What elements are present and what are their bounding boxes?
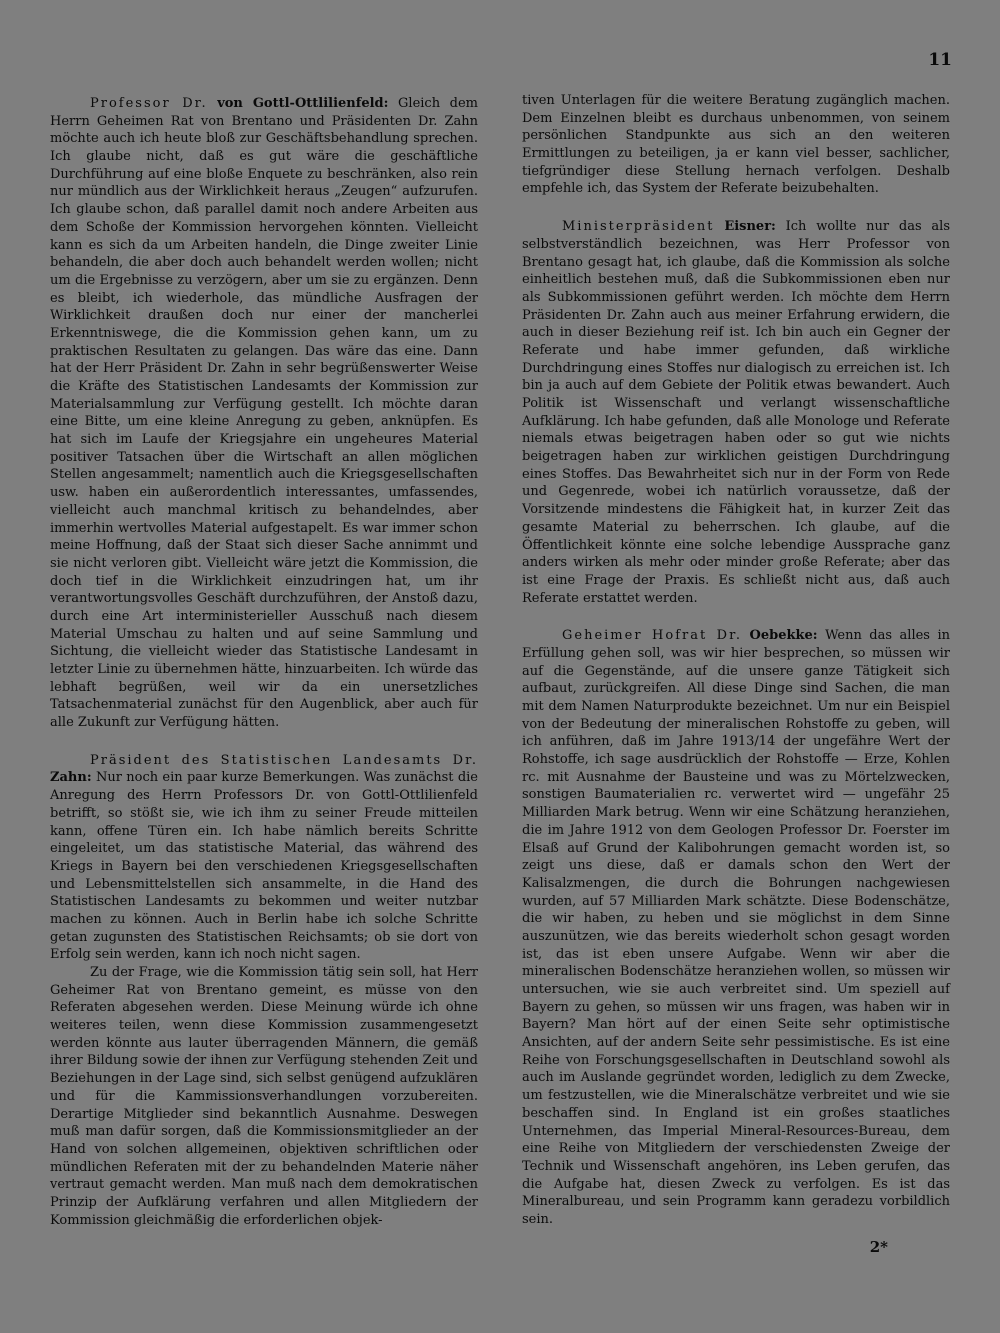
speaker-name: Zahn: <box>50 770 92 786</box>
speaker-name: von Gottl-Ottlilienfeld: <box>217 96 389 111</box>
statement-text: tiven Unterlagen für die weitere Beratung zugänglich machen. Dem Einzelnen bleibt es durchaus unbenommen, von seinem persönlichen Standpunkte aus sich an den weiteren Ermittlungen zu beteiligen, ja er kann viel besser, sachlicher, tiefgründiger diese Stellung hernach verfolgen. Deshalb empfehle ich, das System der Referate beizubehalten. <box>522 93 950 197</box>
speaker-name: Oebekke: <box>749 628 818 644</box>
statement-text: Nur noch ein paar kurze Bemerkungen. Was zunächst die Anregung des Herrn Professors Dr. von Gottl-Ottlilienfeld betrifft, so stößt sie, wie ich ihm zu seiner Freude mitteilen kann, offene Türen ein. Ich habe nämlich bereits Schritte eingeleitet, um das statistische Material, das während des Kriegs in Bayern bei den verschiedenen Kriegsgesellschaften und Lebensmittelstellen sich ansammelte, in die Hand des Statistischen Landesamts zu bekommen und weiter nutzbar machen zu können. Auch in Berlin habe ich solche Schritte getan zugunsten des Statistischen Reichsamts; ob sie dort von Erfolg sein werden, kann ich noch nicht sagen. <box>50 770 478 963</box>
statement-text: Ich wollte nur das als selbstverständlich bezeichnen, was Herr Professor von Brentano gesagt hat, ich glaube, daß die Kommission als solche einheitlich bestehen muß, daß die Subkommissionen eben nur als Subkommissionen geführt werden. Ich möchte dem Herrn Präsidenten Dr. Zahn auch aus meiner Erfahrung erwidern, die auch in dieser Beziehung reif ist. Ich bin auch ein Gegner der Referate und habe immer gefunden, daß wirkliche Durchdringung eines Stoffes nur dialogisch zu erreichen ist. Ich bin ja auch auf dem Gebiete der Politik etwas bewandert. Auch Politik ist Wissenschaft und verlangt wissenschaftliche Aufklärung. Ich habe gefunden, daß alle Monologe und Referate niemals etwas beigetragen haben oder so gut wie nichts beigetragen haben zur wirklichen geistigen Durchdringung eines Stoffes. Das Bewahrheitet sich nur in der Form von Rede und Gegenrede, wobei ich natürlich voraussetze, daß der Vorsitzende mindestens die Fähigkeit hat, in kurzer Zeit das gesamte Material zu beherrschen. Ich glaube, auf die Öffentlichkeit könnte eine solche lebendige Aussprache ganz anders wirken als mehr oder minder große Referate; aber das ist eine Frage der Praxis. Es schließt nicht aus, daß auch Referate erstattet werden. <box>522 219 950 606</box>
statement-zahn-conclusion <box>522 92 950 198</box>
statement-text: Wenn das alles in Erfüllung gehen soll, was wir hier besprechen, so müssen wir auf die Gegenstände, auf die unsere ganze Tätigkeit sich aufbaut, zurückgreifen. All diese Dinge sind Sachen, die man mit dem Namen Naturprodukte bezeichnet. Um nur ein Beispiel von der Bedeutung der mineralischen Rohstoffe zu geben, will ich anführen, daß im Jahre 1913/14 der ungefähre Wert der Rohstoffe, ich sage ausdrücklich der Rohstoffe — Erze, Kohlen rc. mit Ausnahme der Bausteine und was zu Mörtelzwecken, sonstigen Baumaterialien rc. verwertet wird — ungefähr 25 Milliarden Mark betrug. Wenn wir eine Schätzung heranziehen, die im Jahre 1912 von dem Geologen Professor Dr. Foerster im Elsaß auf Grund der Kalibohrungen gemacht worden ist, so zeigt uns diese, daß er damals schon den Wert der Kalisalzmengen, die durch die Bohrungen nachgewiesen wurden, auf 57 Milliarden Mark schätzte. Diese Bodenschätze, die wir haben, zu heben und sie möglichst in dem Sinne auszunützen, wie das bereits wiederholt schon gesagt worden ist, das ist eben unsere Aufgabe. Wenn wir aber die mineralischen Bodenschätze heranziehen wollen, so müssen wir untersuchen, wie sie auch verbreitet sind. Um speziell auf Bayern zu gehen, so müssen wir uns fragen, was haben wir in Bayern? Man hört auf der einen Seite sehr optimistische Ansichten, auf der andern Seite sehr pessimistische. Es ist eine Reihe von Forschungsgesellschaften in Deutschland sowohl als auch im Auslande gegründet worden, lediglich zu dem Zwecke, um festzustellen, wie die Mineralschätze verbreitet und wie sie beschaffen sind. In England ist ein großes staatliches Unternehmen, das Imperial Mineral-Resources-Bureau, dem eine Reihe von Mitgliedern der verschiedensten Zweige der Technik und Wissenschaft angehören, ins Leben gerufen, das die Aufgabe hat, diesen Zweck zu verfolgen. Es ist das Mineralbureau, und sein Programm kann geradezu vorbildlich sein. <box>522 628 950 1227</box>
speaker-role: Präsident des Statistischen Landesamts Dr. <box>90 752 478 768</box>
page-number: 11 <box>928 50 952 70</box>
statement-text: Gleich dem Herrn Geheimen Rat von Brentano und Präsidenten Dr. Zahn möchte auch ich heute bloß zur Geschäftsbehandlung sprechen. Ich glaube nicht, daß es gut wäre die geschäftliche Durchführung auf eine bloße Enquete zu beschränken, also rein nur mündlich aus der Wirklichkeit heraus „Zeugen“ aufzurufen. Ich glaube schon, daß parallel damit noch andere Arbeiten aus dem Schoße der Kommission hervorgehen könnten. Vielleicht kann es sich da um Arbeiten handeln, die Dinge zweiter Linie behandeln, die aber doch auch behandelt werden wollen; nicht um die Ergebnisse zu verzögern, aber um sie zu ergänzen. Denn es bleibt, ich wiederhole, das mündliche Ausfragen der Wirklichkeit draußen doch nur einer der mancherlei Erkenntniswege, die die Kommission gehen kann, um zu praktischen Resultaten zu gelangen. Das wäre das eine. Dann hat der Herr Präsident Dr. Zahn in sehr begrüßenswerter Weise die Kräfte des Statistischen Landesamts der Kommission zur Materialsammlung zur Verfügung gestellt. Ich möchte daran eine Bitte, um eine kleine Anregung zu geben, anknüpfen. Es hat sich im Laufe der Kriegsjahre ein ungeheures Material positiver Tatsachen über die Wirtschaft an allen möglichen Stellen angesammelt; namentlich auch die Kriegsgesellschaften usw. haben ein außerordentlich interessantes, umfassendes, vielleicht auch manchmal kritisch zu behandelndes, aber immerhin wertvolles Material aufgestapelt. Es war immer schon meine Hoffnung, daß der Staat sich dieser Sache annimmt und sie nicht verloren gibt. Vielleicht wäre jetzt die Kommission, die doch tief in die Wirklichkeit einzudringen hat, um ihr verantwortungsvolles Geschäft durchzuführen, der Anstoß dazu, durch eine Art interministerieller Ausschuß nach diesem Material Umschau zu halten und auf seine Sammlung und Sichtung, die vielleicht wieder das Statistische Landesamt in letzter Linie zu übernehmen hätte, hinzuarbeiten. Ich würde das lebhaft begrüßen, weil wir da ein unersetzliches Tatsachenmaterial zunächst für den Augenblick, aber auch für alle Zukunft zur Verfügung hätten. <box>50 96 478 731</box>
statement-zahn <box>50 752 478 964</box>
speaker-role: Professor Dr. <box>90 96 208 111</box>
statement-gottl-ottlilienfeld <box>50 95 478 732</box>
speaker-role: Geheimer Hofrat Dr. <box>562 628 743 644</box>
speaker-name: Eisner: <box>724 219 776 235</box>
statement-eisner <box>522 218 950 607</box>
statement-oebekke <box>522 627 950 1228</box>
speaker-role: Ministerpräsident <box>562 219 715 235</box>
statement-text: Zu der Frage, wie die Kommission tätig sein soll, hat Herr Geheimer Rat von Brentano gemeint, es müsse von den Referaten abgesehen werden. Diese Meinung würde ich ohne weiteres teilen, wenn diese Kommission zusammengesetzt werden könnte aus lauter überragenden Männern, die gemäß ihrer Bildung sowie der ihnen zur Verfügung stehenden Zeit und Beziehungen in der Lage sind, sich selbst genügend aufzuklären und für die Kammissionsverhandlungen vorzubereiten. Derartige Mitglieder sind bekanntlich Ausnahme. Deswegen muß man dafür sorgen, daß die Kommissionsmitglieder an der Hand von solchen allgemeinen, objektiven schriftlichen oder mündlichen Referaten mit der zu behandelnden Materie näher vertraut gemacht werden. Man muß nach dem demokratischen Prinzip der Aufklärung verfahren und allen Mitgliedern der Kommission gleichmäßig die erforderlichen objek- <box>50 965 478 1228</box>
left-column <box>50 95 478 1229</box>
signature-mark: 2* <box>869 1238 888 1256</box>
statement-zahn-continued <box>50 964 478 1229</box>
right-column <box>522 92 950 1229</box>
